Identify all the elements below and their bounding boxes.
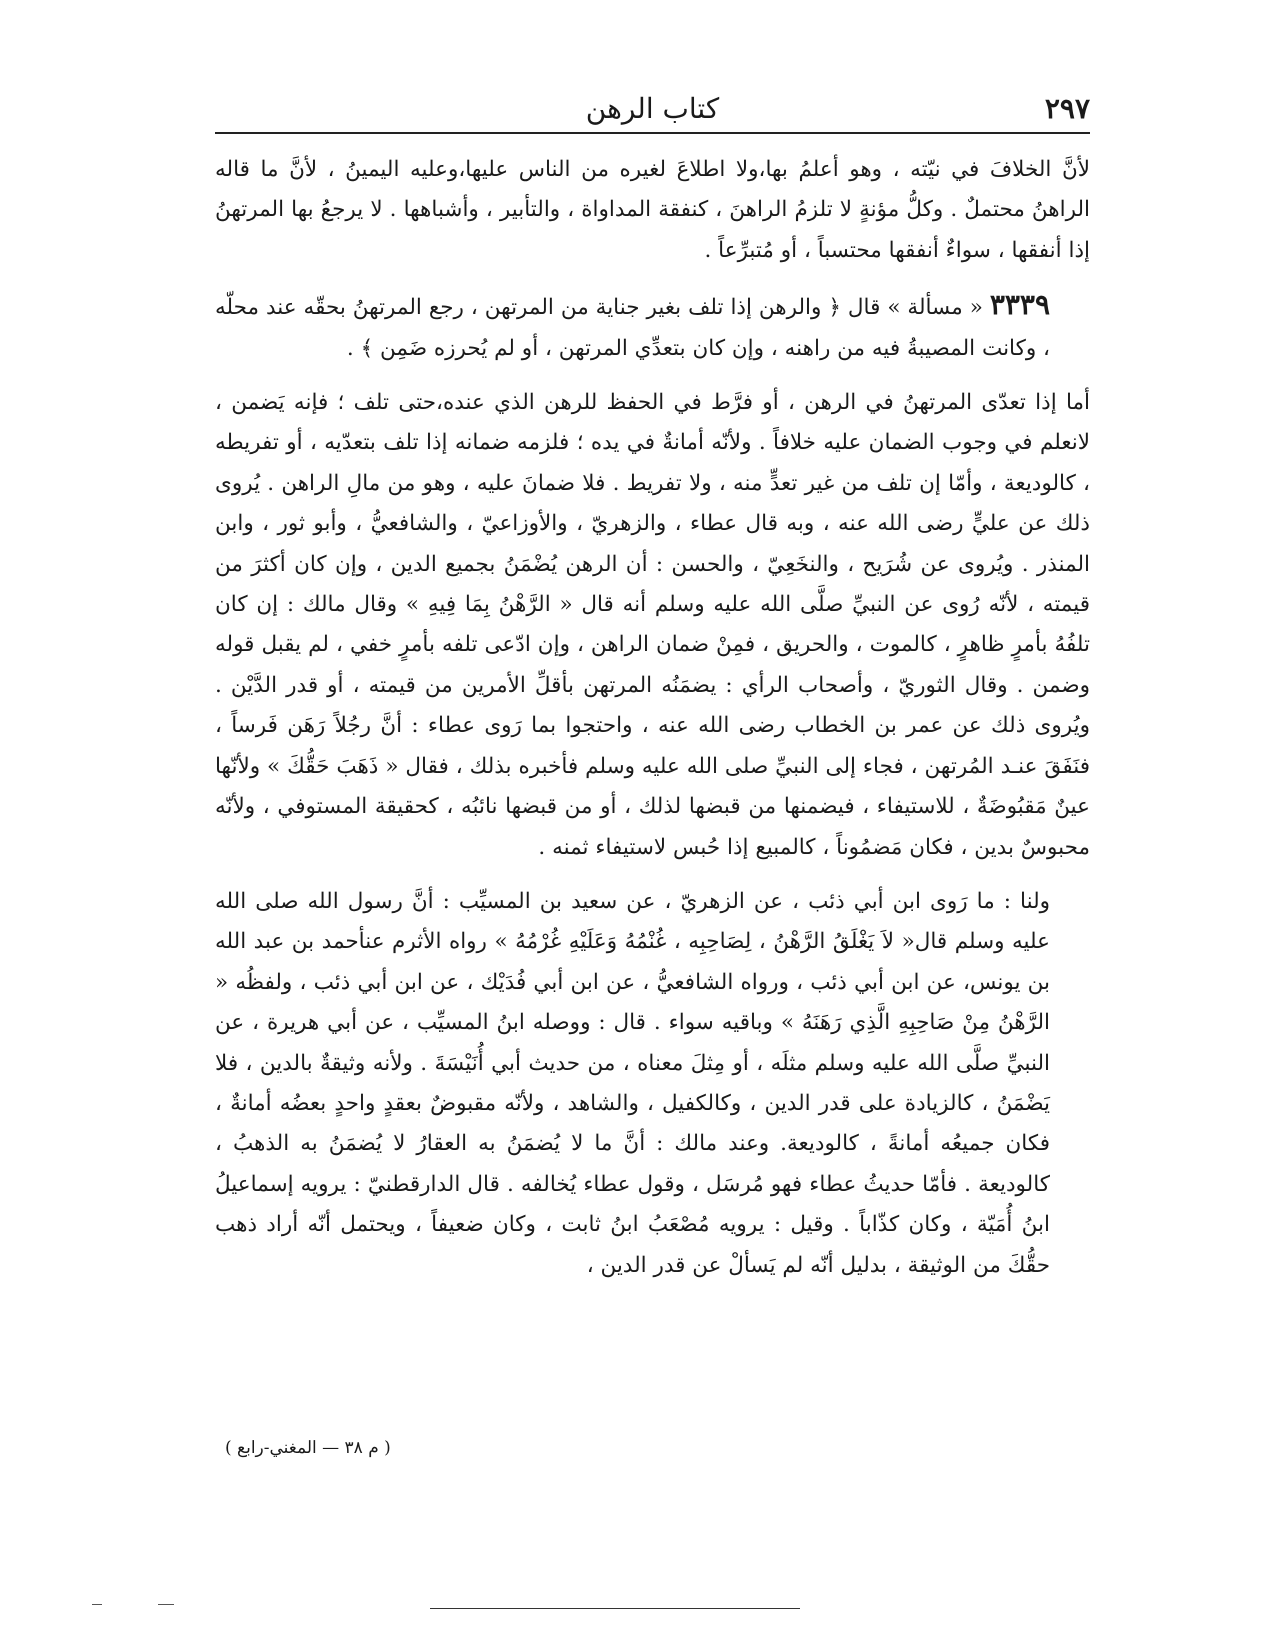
signature-mark: ( م ٣٨ — المغني-رابع ): [225, 1438, 391, 1458]
margin-mark: [158, 1604, 174, 1605]
paragraph-2: [215, 285, 1090, 369]
book-title: كتاب الرهن: [585, 92, 720, 125]
paragraph-3: أما إذا تعدّى المرتهنُ في الرهن ، أو فرَّط في الحفظ للرهن الذي عنده،حتى تلف ؛ فإنه يَضمن ، لانعلم في وجوب الضمان عليه خلافاً . ولأنّه أمانةٌ في يده ؛ فلزمه ضمانه إذا تلف بتعدّيه ، أو تفريطه ، كالوديعة ، وأمّا إن تلف من غير تعدٍّ منه ، ولا تفريط . فلا ضمانَ عليه ، وهو من مالِ الراهن . يُروى ذلك عن عليٍّ رضى الله عنه ، وبه قال عطاء ، والزهريّ ، والأوزاعيّ ، والشافعيُّ ، وأبو ثور ، وابن المنذر . ويُروى عن شُرَيح ، والنخَعِيّ ، والحسن : أن الرهن يُضْمَنُ بجميع الدين ، وإن كان أكثرَ من قيمته ، لأنّه رُوى عن النبيِّ صلَّى الله عليه وسلم أنه قال « الرَّهْنُ بِمَا فِيهِ » وقال مالك : إن كان تلفُهُ بأمرٍ ظاهرٍ ، كالموت ، والحريق ، فمِنْ ضمان الراهن ، وإن ادّعى تلفه بأمرٍ خفي ، لم يقبل قوله وضمن . وقال الثوريّ ، وأصحاب الرأي : يضمَنُه المرتهن بأقلِّ الأمرين من قيمته ، أو قدر الدَّيْن . ويُروى ذلك عن عمر بن الخطاب رضى الله عنه ، واحتجوا بما رَوى عطاء : أنَّ رجُلاً رَهَن فَرساً ، فنَفَقَ عنـد المُرتهن ، فجاء إلى النبيِّ صلى الله عليه وسلم فأخبره بذلك ، فقال « ذَهَبَ حَقُّكَ » ولأنّها عينٌ مَقبُوضَةٌ ، للاستيفاء ، فيضمنها من قبضها لذلك ، أو من قبضها نائبُه ، كحقيقة المستوفي ، ولأنّه محبوسٌ بدين ، فكان مَضمُوناً ، كالمبيع إذا حُبس لاستيفاء ثمنه .: [215, 390, 1090, 860]
main-text: [215, 150, 1090, 1286]
bottom-divider: [430, 1608, 800, 1609]
header-divider: [215, 132, 1090, 134]
margin-mark: [92, 1604, 102, 1605]
paragraph-4: ولنا : ما رَوى ابن أبي ذئب ، عن الزهريّ ، عن سعيد بن المسيِّب : أنَّ رسول الله صلى الله عليه وسلم قال« لاَ يَغْلَقُ الرَّهْنُ ، لِصَاحِبِه ، غُنْمُهُ وَعَلَيْهِ غُرْمُهُ » رواه الأثرم عنأحمد بن عبد الله بن يونس، عن ابن أبي ذئب ، ورواه الشافعيُّ ، عن ابن أبي فُدَيْك ، عن ابن أبي ذئب ، ولفظُه « الرَّهْنُ مِنْ صَاحِبِهِ الَّذِي رَهَنَهُ » وباقيه سواء . قال : ووصله ابنُ المسيِّب ، عن أبي هريرة ، عن النبيِّ صلَّى الله عليه وسلم مثلَه ، أو مِثلَ معناه ، من حديث أبي أُنَيْسَةَ . ولأنه وثيقةٌ بالدين ، فلا يَضْمَنُ ، كالزيادة على قدر الدين ، وكالكفيل ، والشاهد ، ولأنّه مقبوضٌ بعقدٍ واحدٍ بعضُه أمانةٌ ، فكان جميعُه أمانةً ، كالوديعة. وعند مالك : أنَّ ما لا يُضمَنُ به العقارُ لا يُضمَنُ به الذهبُ ، كالوديعة . فأمّا حديثُ عطاء فهو مُرسَل ، وقول عطاء يُخالفه . قال الدارقطنيّ : يرويه إسماعيلُ ابنُ أُمَيّة ، وكان كذّاباً . وقيل : يرويه مُصْعَبُ ابنُ ثابت ، وكان ضعيفاً ، ويحتمل أنّه أراد ذهب حقُّكَ من الوثيقة ، بدليل أنّه لم يَسألْ عن قدر الدين ،: [215, 888, 1050, 1278]
paragraph-1: لأنَّ الخلافَ في نيّته ، وهو أعلمُ بها،ولا اطلاعَ لغيره من الناس عليها،وعليه اليمينُ ، لأنَّ ما قاله الراهنُ محتملٌ . وكلُّ مؤنةٍ لا تلزمُ الراهنَ ، كنفقة المداواة ، والتأبير ، وأشباهها . لا يرجعُ بها المرتهنُ إذا أنفقها ، سواءٌ أنفقها محتسباً ، أو مُتبرِّعاً .: [215, 157, 1090, 263]
issue-number: ٣٣٣٩: [989, 288, 1050, 322]
issue-statement: « مسألة » قال ﴿ والرهن إذا تلف بغير جناية من المرتهن ، رجع المرتهنُ بحقّه عند محلّه ، وكانت المصيبةُ فيه من راهنه ، وإن كان بتعدِّي المرتهن ، أو لم يُحرزه ضَمِن ﴾ .: [215, 295, 1050, 361]
page-number: ٢٩٧: [1044, 92, 1090, 125]
page-header: [215, 88, 1090, 132]
